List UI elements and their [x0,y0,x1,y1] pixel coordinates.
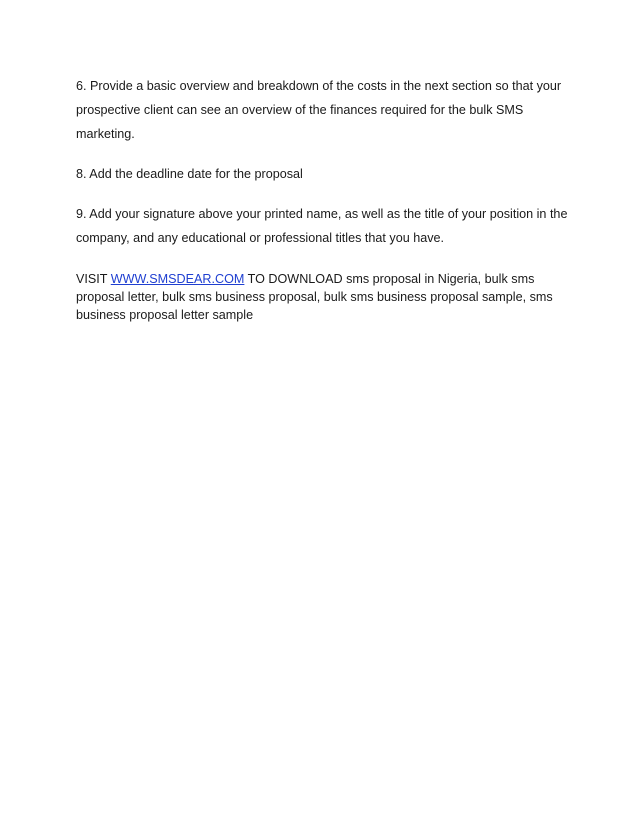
step-6-paragraph: 6. Provide a basic overview and breakdown of the costs in the next section so that your prospective client can see an overview of the finances required for the bulk SMS marketing. [76,79,562,141]
smsdear-link[interactable]: WWW.SMSDEAR.COM [110,272,245,286]
paragraph-spacer [76,146,576,162]
step-9-paragraph: 9. Add your signature above your printed name, as well as the title of your position in the company, and any educational or professional titles that you have. [76,207,568,245]
visit-prefix: VISIT [76,272,111,286]
step-8-paragraph: 8. Add the deadline date for the proposal [76,167,303,181]
document-body [76,74,576,324]
visit-suffix: TO DOWNLOAD sms proposal in Nigeria, bulk sms proposal letter, bulk sms business proposal, bulk sms business proposal sample, sms business proposal letter sample [76,272,553,322]
paragraph-spacer [76,250,576,270]
visit-paragraph [76,270,576,324]
paragraph-spacer [76,186,576,202]
